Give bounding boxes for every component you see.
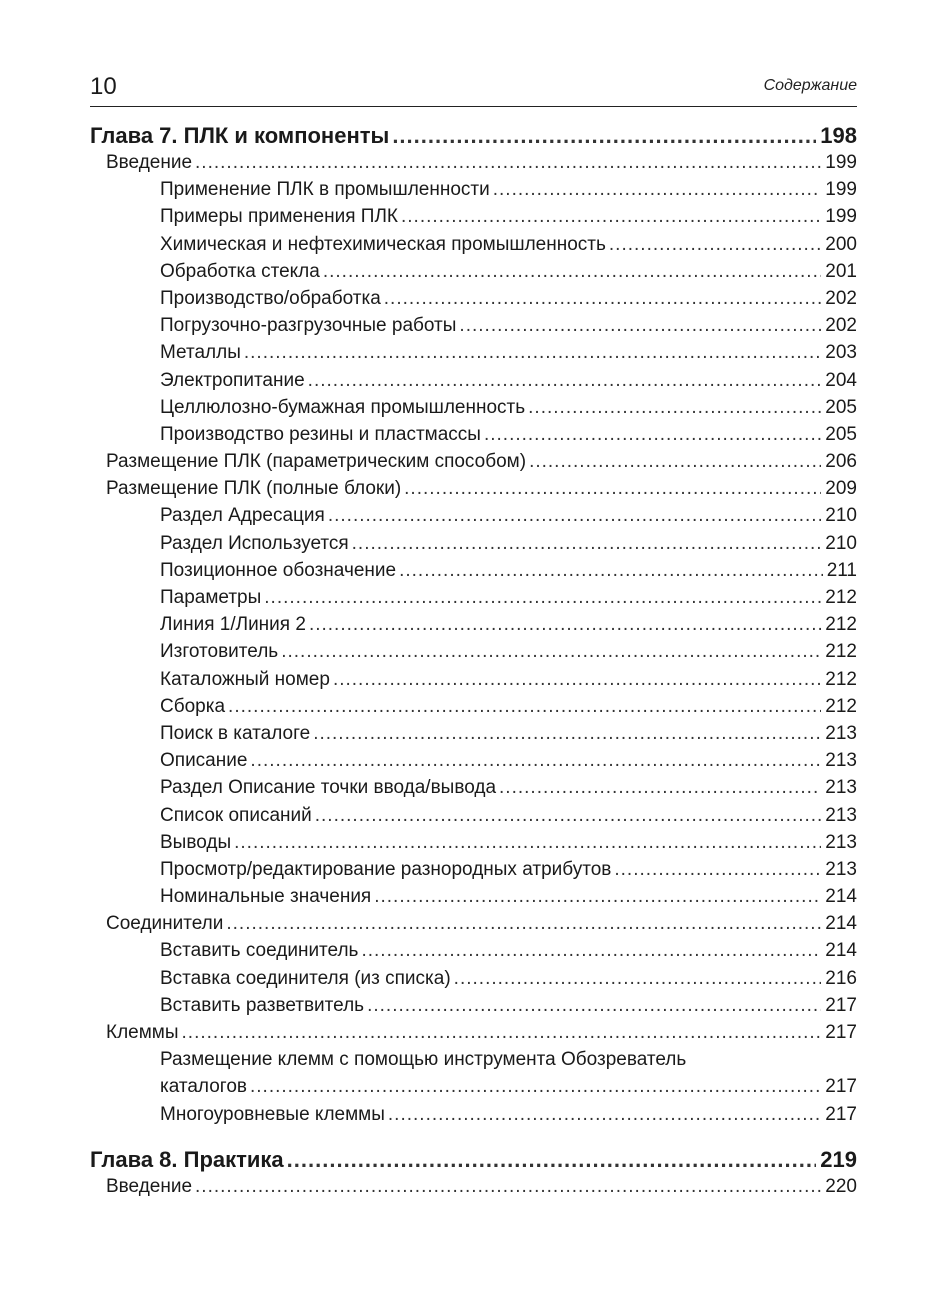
toc-entry-title: Выводы [160,831,232,853]
toc-page-number: 205 [825,423,857,445]
toc-entry-title: Производство резины и пластмассы [160,423,481,445]
toc-page-number: 200 [825,233,857,255]
toc-entry[interactable] [90,339,857,366]
toc-entry-title: Погрузочно-разгрузочные работы [160,315,457,337]
toc-page-number: 198 [820,123,857,148]
page-number: 10 [90,73,117,100]
toc-page-number: 217 [825,1076,857,1098]
toc-leader-dots [374,883,821,910]
toc-leader-dots [281,638,821,665]
toc-entry[interactable] [90,176,857,203]
toc-page-number: 213 [825,831,857,853]
toc-page-number: 211 [826,559,857,581]
toc-entry[interactable] [90,502,857,529]
toc-entry-title: Каталожный номер [160,668,330,690]
toc-entry-title: Металлы [160,342,241,364]
toc-entry-title: Введение [106,152,193,173]
toc-entry-title: Изготовитель [160,641,279,663]
toc-leader-dots [250,747,821,774]
toc-entry[interactable] [90,557,857,584]
toc-leader-dots [367,992,821,1019]
toc-page-number: 217 [825,1103,857,1125]
toc-page-number: 199 [825,152,857,173]
toc-entry[interactable] [90,394,857,421]
toc-page-number: 217 [825,994,857,1016]
toc-page-number: 205 [825,396,857,418]
toc-leader-dots [401,203,821,230]
toc-entry-title: Целлюлозно-бумажная промышленность [160,396,526,418]
toc-entry[interactable] [90,367,857,394]
toc-page-number: 203 [825,342,857,364]
toc-entry[interactable] [90,747,857,774]
toc-leader-dots [499,774,821,801]
toc-leader-dots [614,856,821,883]
toc-leader-dots [250,1073,821,1100]
toc-leader-dots [287,1146,817,1173]
toc-leader-dots [493,176,822,203]
toc-entry[interactable] [90,258,857,285]
toc-entry-title: Список описаний [160,804,312,826]
toc-leader-dots [226,910,821,937]
toc-entry[interactable] [90,829,857,856]
toc-entry[interactable] [90,666,857,693]
toc-entry[interactable] [90,720,857,747]
toc-leader-dots [228,693,821,720]
toc-entry-title: Размещение ПЛК (параметрическим способом) [106,451,527,473]
toc-page-number: 216 [825,967,857,989]
toc-entry-title: Поиск в каталоге [160,722,311,744]
header-rule [90,106,857,107]
toc-entry-title: каталогов [160,1076,247,1098]
toc-leader-dots [352,530,822,557]
toc-entry[interactable] [90,421,857,448]
toc-entry-title: Глава 7. ПЛК и компоненты [90,123,390,148]
toc-page-number: 210 [825,505,857,527]
toc-entry[interactable] [90,1046,857,1073]
toc-entry-title: Вставка соединителя (из списка) [160,967,451,989]
toc-entry-title: Раздел Адресация [160,505,325,527]
toc-entry-title: Сборка [160,695,226,717]
toc-page-number: 219 [820,1146,857,1172]
toc-leader-dots [454,965,822,992]
toc-leader-dots [528,394,821,421]
toc-leader-dots [384,285,822,312]
toc-page-number: 212 [825,614,857,636]
toc-page-number: 213 [825,858,857,880]
toc-leader-dots [333,666,821,693]
toc-entry-title: Просмотр/редактирование разнородных атрибутов [160,858,612,880]
toc-entry[interactable] [90,203,857,230]
toc-leader-dots [308,367,822,394]
toc-entry-title: Глава 8. Практика [90,1146,284,1172]
chapter-gap [90,1128,857,1146]
toc-entry[interactable] [90,910,857,937]
toc-entry[interactable] [90,448,857,475]
toc-entry[interactable] [90,611,857,638]
running-head: Содержание [763,77,857,94]
toc-entry-title: Раздел Используется [160,532,349,554]
table-of-contents [90,122,857,1200]
toc-entry[interactable] [90,1019,857,1046]
toc-leader-dots [234,829,821,856]
toc-entry-title: Электропитание [160,369,305,391]
toc-entry-title: Введение [106,1175,193,1197]
toc-page-number: 220 [825,1175,857,1197]
toc-entry-title: Примеры применения ПЛК [160,206,398,228]
toc-page-number: 213 [825,804,857,826]
toc-entry-title: Соединители [106,913,224,935]
toc-page-number: 199 [825,206,857,228]
toc-page-number: 213 [825,722,857,744]
toc-entry-title: Химическая и нефтехимическая промышленность [160,233,606,255]
toc-page-number: 214 [825,886,857,908]
toc-entry[interactable] [90,231,857,258]
toc-entry[interactable] [90,802,857,829]
toc-entry[interactable] [90,1173,857,1200]
toc-leader-dots [399,557,823,584]
toc-entry-title: Размещение ПЛК (полные блоки) [106,478,402,500]
toc-page-number: 217 [825,1022,857,1043]
toc-page-number: 206 [825,451,857,473]
toc-page-number: 202 [825,315,857,337]
toc-entry[interactable] [90,285,857,312]
toc-entry[interactable] [90,475,857,502]
toc-entry[interactable] [90,584,857,611]
toc-entry[interactable] [90,1073,857,1100]
toc-page-number: 213 [825,750,857,772]
toc-leader-dots [309,611,821,638]
toc-entry[interactable] [90,530,857,557]
toc-page-number: 212 [825,668,857,690]
toc-entry[interactable] [90,312,857,339]
toc-entry-title: Размещение клемм с помощью инструмента Обозреватель [160,1049,687,1071]
toc-leader-dots [323,258,821,285]
toc-leader-dots [388,1101,821,1128]
toc-entry-title: Применение ПЛК в промышленности [160,179,490,201]
toc-entry-title: Параметры [160,587,262,608]
toc-entry-title: Вставить соединитель [160,940,359,962]
toc-entry-title: Раздел Описание точки ввода/вывода [160,777,497,799]
toc-entry[interactable] [90,638,857,665]
toc-leader-dots [484,421,821,448]
toc-entry-title: Многоуровневые клеммы [160,1103,385,1125]
toc-leader-dots [195,149,821,176]
toc-leader-dots [244,339,821,366]
toc-leader-dots [313,720,821,747]
toc-page-number: 213 [825,777,857,799]
toc-entry[interactable] [90,693,857,720]
toc-entry[interactable] [90,774,857,801]
toc-page-number: 209 [825,478,857,500]
toc-page-number: 212 [825,587,857,608]
toc-entry-title: Клеммы [106,1022,179,1043]
toc-page-number: 210 [825,532,857,554]
toc-entry[interactable] [90,937,857,964]
toc-entry[interactable] [90,883,857,910]
toc-chapter-entry[interactable] [90,1146,857,1173]
toc-entry-title: Позиционное обозначение [160,559,397,581]
toc-leader-dots [361,937,821,964]
toc-entry[interactable] [90,965,857,992]
toc-entry-title: Обработка стекла [160,260,320,282]
toc-leader-dots [609,231,821,258]
toc-leader-dots [182,1019,822,1046]
toc-entry-title: Номинальные значения [160,886,372,908]
toc-entry-title: Линия 1/Линия 2 [160,614,306,636]
toc-page-number: 204 [825,369,857,391]
toc-page-number: 212 [825,695,857,717]
toc-entry-title: Вставить разветвитель [160,994,365,1016]
toc-page-number: 199 [825,179,857,201]
toc-page-number: 212 [825,641,857,663]
toc-entry[interactable] [90,992,857,1019]
toc-entry-title: Производство/обработка [160,287,381,309]
toc-page-number: 214 [825,940,857,962]
toc-leader-dots [404,475,821,502]
toc-leader-dots [459,312,821,339]
toc-entry[interactable] [90,149,857,176]
toc-entry[interactable] [90,1101,857,1128]
toc-leader-dots [195,1173,821,1200]
toc-leader-dots [529,448,821,475]
toc-page-number: 201 [825,260,857,282]
toc-chapter-entry[interactable] [90,122,857,149]
toc-page-number: 202 [825,287,857,309]
toc-leader-dots [392,122,816,149]
toc-entry[interactable] [90,856,857,883]
toc-page-number: 214 [825,913,857,935]
toc-leader-dots [328,502,821,529]
toc-entry-title: Описание [160,750,248,772]
toc-leader-dots [315,802,822,829]
toc-leader-dots [264,584,821,611]
